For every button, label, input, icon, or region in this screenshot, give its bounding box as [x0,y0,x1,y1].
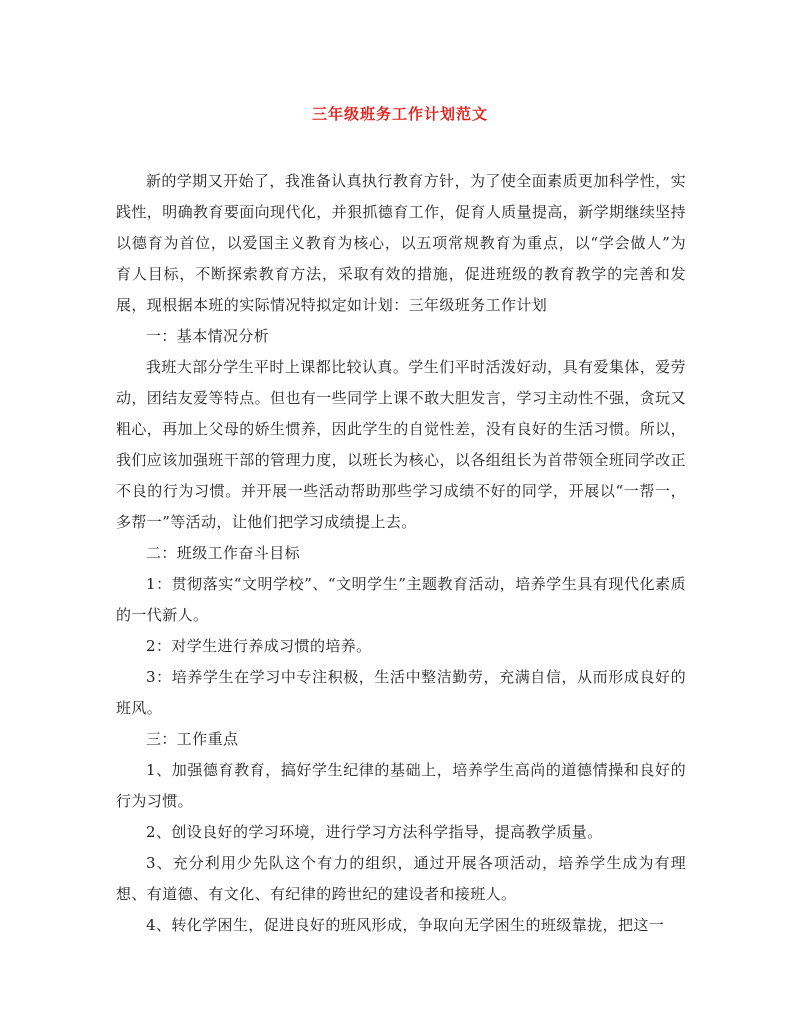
document-body [116,166,686,941]
section-heading-situation: 一：基本情况分析 [146,327,270,345]
section-heading-focus: 三：工作重点 [146,730,239,748]
goal-item-3: 3：培养学生在学习中专注积极，生活中整洁勤劳，充满自信，从而形成良好的班风。 [116,668,686,717]
document-title: 三年级班务工作计划范文 [311,105,488,123]
focus-item-2: 2、创设良好的学习环境，进行学习方法科学指导，提高教学质量。 [146,823,603,841]
goal-item-2: 2：对学生进行养成习惯的培养。 [146,637,372,655]
paragraph-intro: 新的学期又开始了，我准备认真执行教育方针，为了使全面素质更加科学性，实践性，明确教育要面向现代化，并狠抓德育工作，促育人质量提高，新学期继续坚持以德育为首位，以爱国主义教育为核心，以五项常规教育为重点，以“学会做人”为育人目标，不断探索教育方法，采取有效的措施，促进班级的教育教学的完善和发展，现根据本班的实际情况特拟定如计划：三年级班务工作计划 [116,172,686,314]
focus-item-1: 1、加强德育教育，搞好学生纪律的基础上，培养学生高尚的道德情操和良好的行为习惯。 [116,761,686,810]
focus-item-4: 4、转化学困生，促进良好的班风形成，争取向无学困生的班级靠拢，把这一 [146,916,665,934]
paragraph-situation: 我班大部分学生平时上课都比较认真。学生们平时活泼好动，具有爱集体，爱劳动，团结友爱等特点。但也有一些同学上课不敢大胆发言，学习主动性不强，贪玩又粗心，再加上父母的娇生惯养，因此学生的自觉性差，没有良好的生活习惯。所以，我们应该加强班干部的管理力度，以班长为核心，以各组组长为首带领全班同学改正不良的行为习惯。并开展一些活动帮助那些学习成绩不好的同学，开展以“一帮一，多帮一”等活动，让他们把学习成绩提上去。 [116,358,686,531]
section-heading-goals: 二：班级工作奋斗目标 [146,544,301,562]
goal-item-1: 1：贯彻落实“文明学校”、“文明学生”主题教育活动，培养学生具有现代化素质的一代新人。 [116,575,686,624]
focus-item-3: 3、充分利用少先队这个有力的组织，通过开展各项活动，培养学生成为有理想、有道德、有文化、有纪律的跨世纪的建设者和接班人。 [116,854,686,903]
